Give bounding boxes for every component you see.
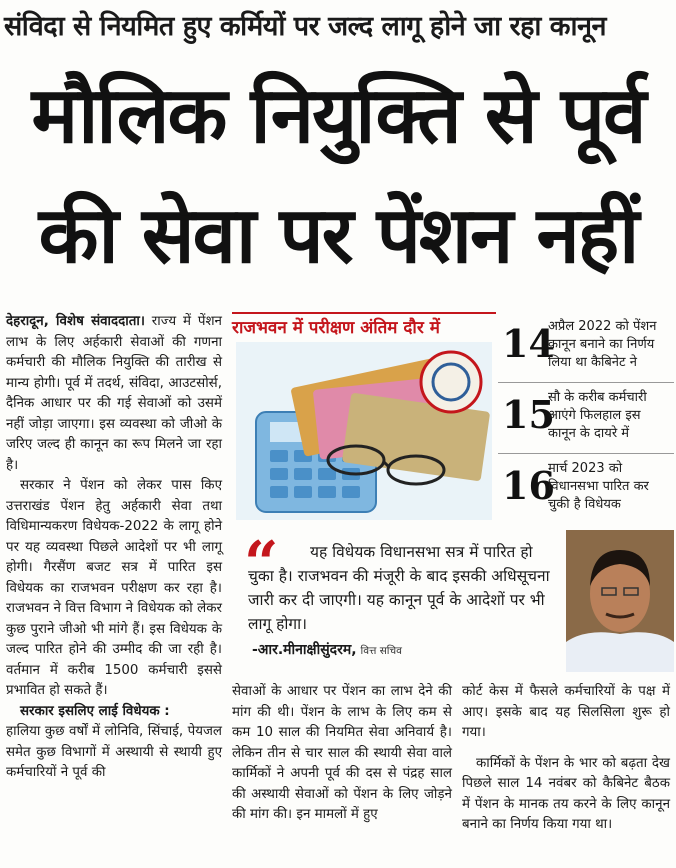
fact-text: मार्च 2023 को विधानसभा पारित कर चुकी है विधेयक [548,461,649,512]
fact-text: अप्रैल 2022 को पेंशन कानून बनाने का निर्णय लिया था कैबिनेट ने [548,319,657,370]
column-1 [6,312,222,784]
author-designation: वित्त सचिव [360,645,403,657]
fact-item [498,383,674,454]
column-2 [232,682,452,826]
headline-line-2: की सेवा पर पेंशन नहीं [38,191,638,281]
author-name: -आर.मीनाक्षीसुंदरम, [252,642,357,658]
paragraph: सेवाओं के आधार पर पेंशन का लाभ देने की मांग की थी। पेंशन के लाभ के लिए कम से कम 10 साल की नियमित सेवा अनिवार्य है। लेकिन तीन से चार साल की स्थायी सेवा वाले कार्मिकों ने अपनी पूर्व की दस से पंद्रह साल की अस्थायी सेवाओं को पेंशन के लिए जोड़ने की मांग की। इन मामलों में हुए [232,684,452,822]
paragraph: कोर्ट केस में फैसले कर्मचारियों के पक्ष में आए। इसके बाद यह सिलसिला शुरू हो गया। [462,684,670,740]
portrait-photo [566,530,674,672]
pull-quote [232,528,562,678]
quote-author [252,640,402,659]
fact-item [498,454,674,524]
paragraph: हालिया कुछ वर्षों में लोनिवि, सिंचाई, पेयजल समेत कुछ विभागों में अस्थायी से स्थायी हुए कर्मचारियों ने पूर्व की [6,724,222,780]
lead-text: राज्य में पेंशन लाभ के लिए अर्हकारी सेवाओं की गणना कर्मचारी की मौलिक नियुक्ति की तारीख से मान्य होगी। पूर्व में तदर्थ, संविदा, आउटसोर्स, दैनिक आधार पर की गई सेवाओं को उसमें नहीं जोड़ा जाएगा। इस व्यवस्था को जीओ के जरिए जल्द ही कानून का रूप मिलने जा रहा है। [6,314,222,473]
paragraph: सरकार ने पेंशन को लेकर पास किए उत्तराखंड पेंशन हेतु अर्हकारी सेवा तथा विधिमान्यकरण विधेयक-2022 के लागू होने पर यह व्यवस्था पिछले आदेशों पर भी लागू होगी। गैरसैंण बजट सत्र में पारित इस विधेयक का राजभवन परीक्षण कर रहा है। राजभवन ने वित्त विभाग ने विधेयक को लेकर कुछ पुराने जीओ भी मांगे हैं। इस विधेयक के जल्द पारित होने की उम्मीद की जा रही है। वर्तमान में करीब 1500 कर्मचारी इससे प्रभावित हो सकते हैं। [6,478,222,698]
fact-text: सौ के करीब कर्मचारी आएंगे फिलहाल इस कानून के दायरे में [548,390,647,441]
headline-line-1: मौलिक नियुक्ति से पूर्व [31,71,645,161]
money-calculator-photo [236,342,492,520]
paragraph [6,312,222,476]
box-title: राजभवन में परीक्षण अंतिम दौर में [232,318,440,338]
column-3 [462,682,670,836]
subhead: सरकार इसलिए लाई विधेयक : [20,703,170,719]
paragraph [6,702,222,723]
dateline: देहरादून, विशेष संवाददाता। [6,314,145,329]
fact-item [498,312,674,383]
quote-text: यह विधेयक विधानसभा सत्र में पारित हो चुका है। राजभवन की मंजूरी के बाद इसकी अधिसूचना जारी कर दी जाएगी। यह कानून पूर्व के आदेशों पर भी लागू होगा। [248,543,550,633]
facts-list [498,312,674,524]
paragraph: कार्मिकों के पेंशन के भार को बढ़ता देख पिछले साल 14 नवंबर को कैबिनेट बैठक में पेंशन के मानक तय करने के लिए कानून बनाने का निर्णय किया गया था। [462,755,670,832]
kicker-line: संविदा से नियमित हुए कर्मियों पर जल्द लागू होने जा रहा कानून [4,11,607,42]
fact-number: 15 [502,392,555,437]
quote-mark-icon: “ [244,529,279,599]
fact-number: 16 [502,463,555,508]
fact-number: 14 [502,321,555,366]
